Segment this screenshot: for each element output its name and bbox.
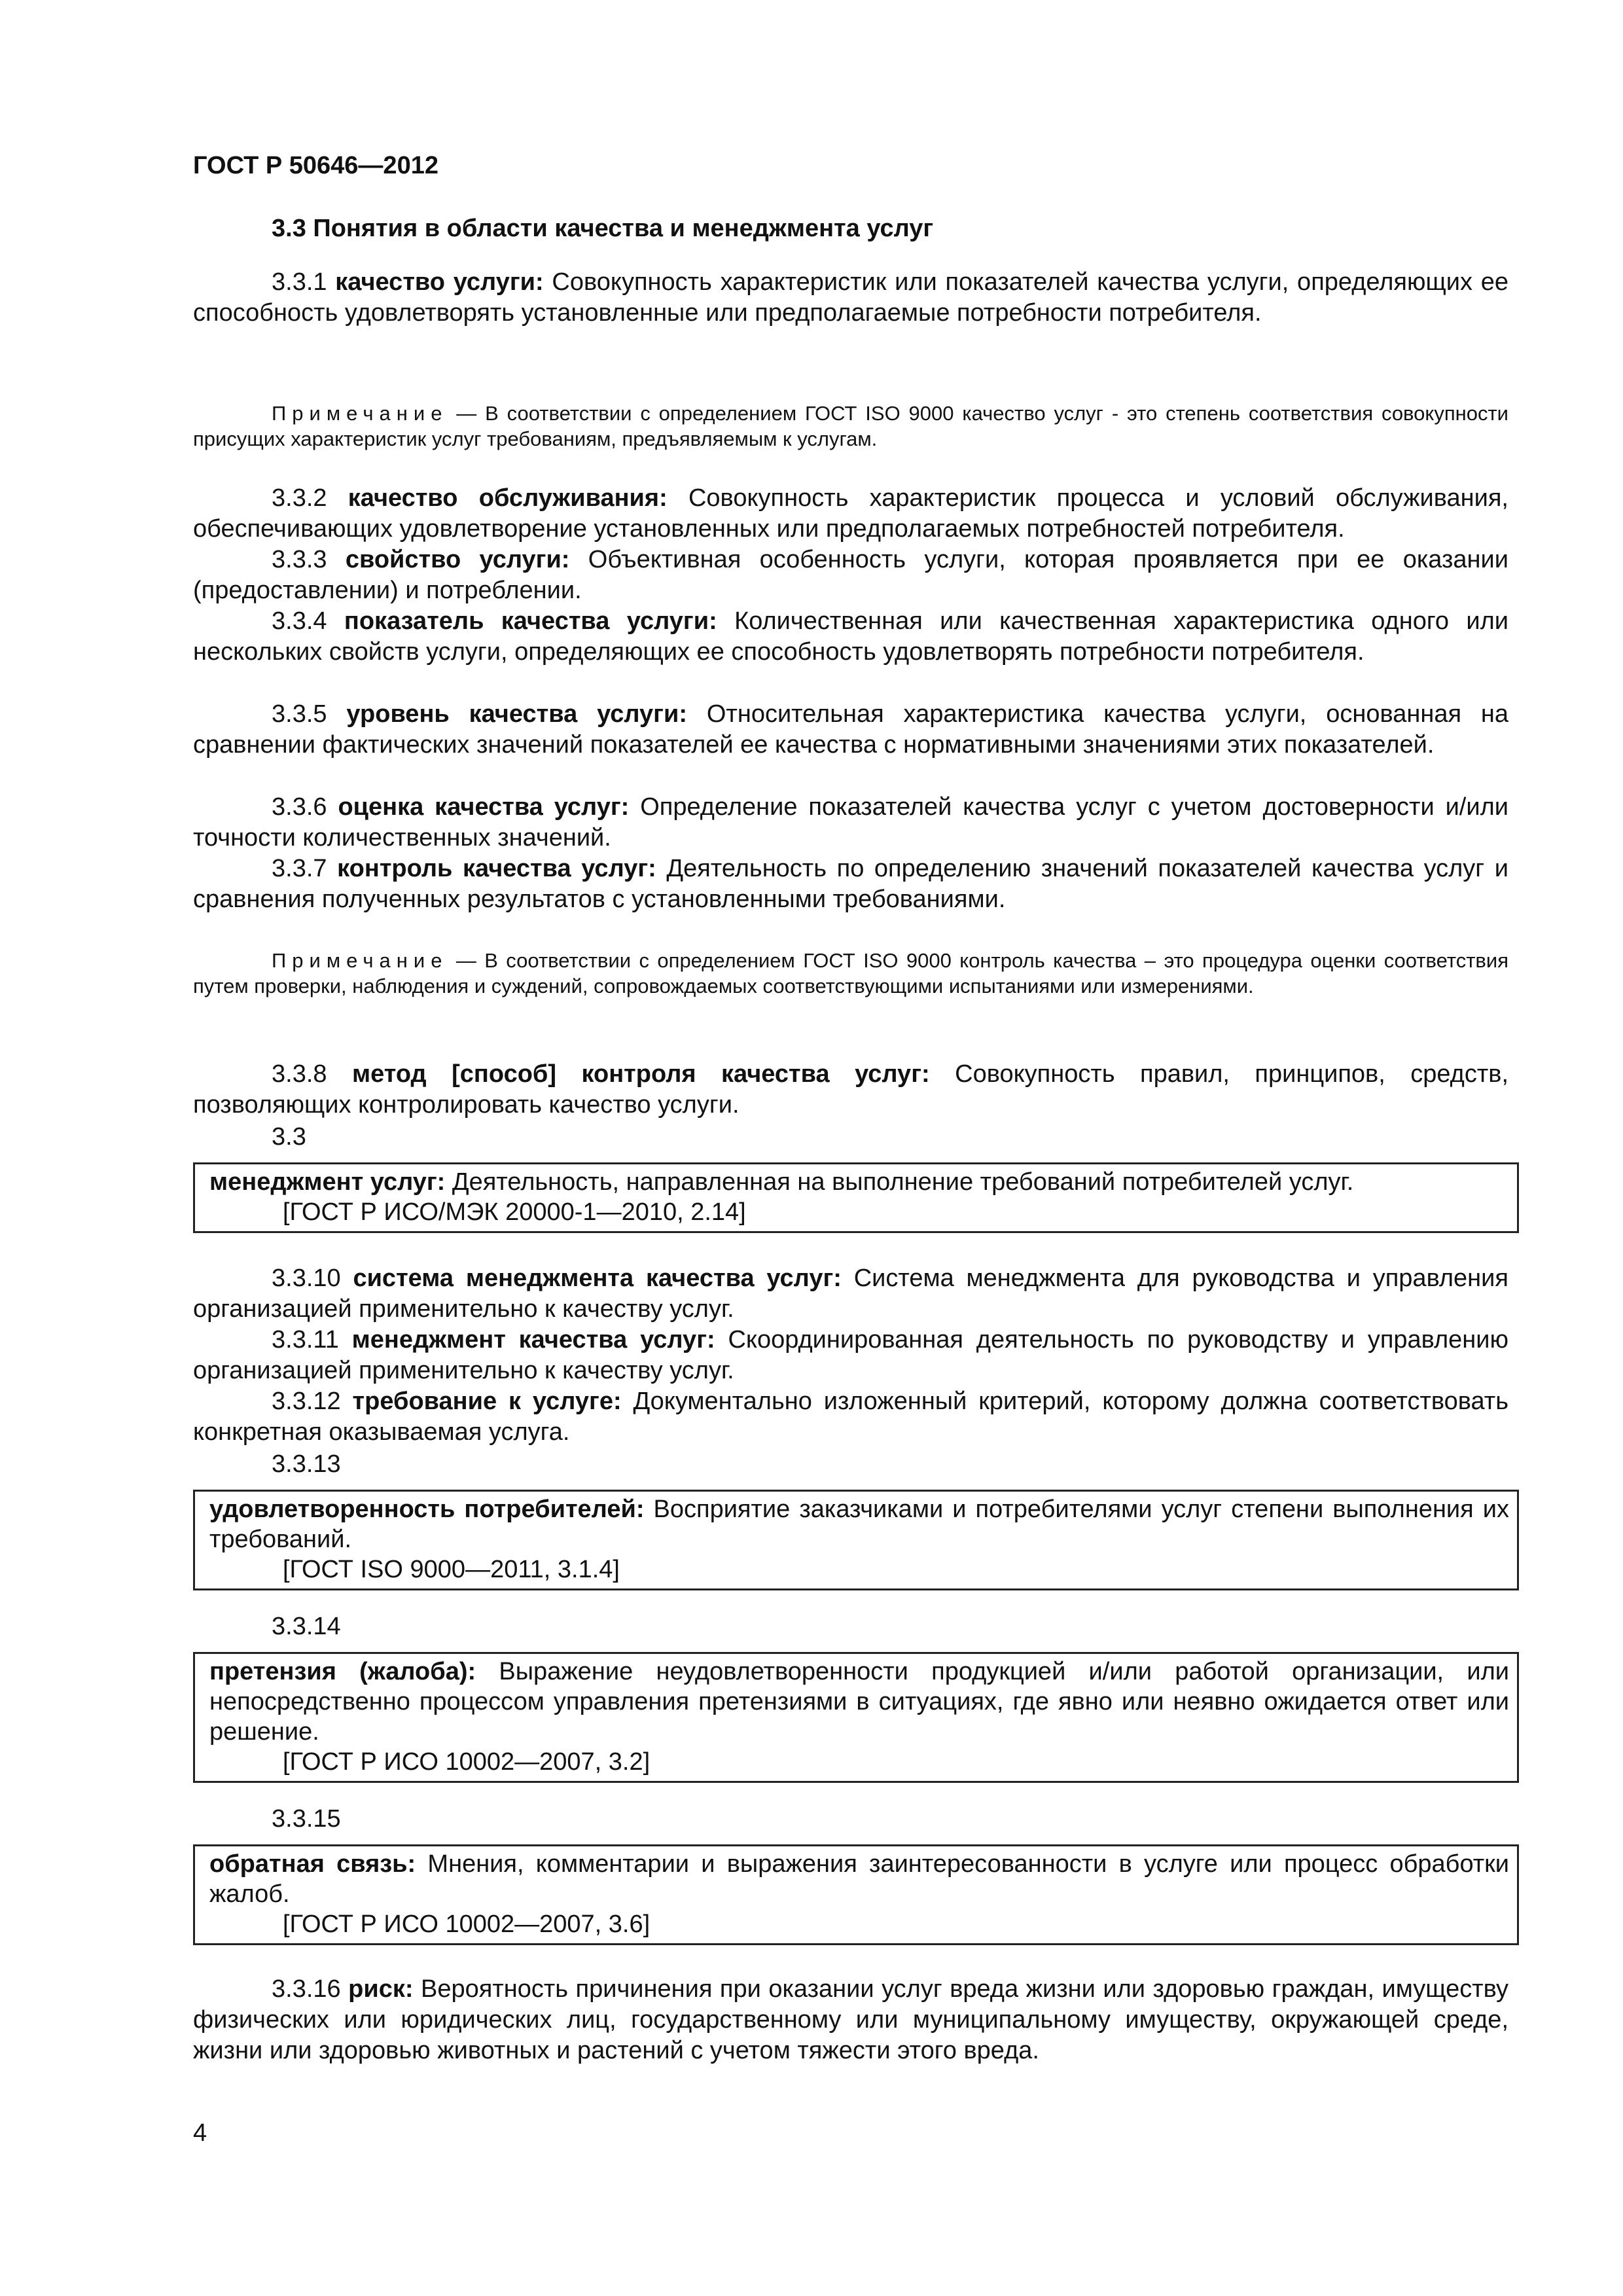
term-name: качество услуги:: [335, 268, 544, 296]
term-definition: Совокупность характеристик процесса и условий обслуживания, обеспечивающих удовлетворение установленных или предполагаемых потребностей потребителя.: [193, 484, 1508, 543]
term-name: свойство услуги:: [345, 546, 570, 573]
term-number: 3.3.16: [272, 1975, 341, 2003]
term-name: требование к услуге:: [352, 1388, 622, 1415]
term-3-3-1: [193, 267, 1508, 329]
term-number-standalone: 3.3.14: [272, 1613, 341, 1640]
term-definition: Определение показателей качества услуг с учетом достоверности и/или точности количественных значений.: [193, 793, 1508, 852]
note-2: [193, 948, 1508, 999]
quoted-definition-box: [193, 1652, 1519, 1783]
quoted-definition-box: [193, 1844, 1519, 1945]
page-number: 4: [193, 2119, 207, 2147]
note-1: [193, 401, 1508, 452]
term-number: 3.3.1: [272, 268, 327, 296]
term-name: оценка качества услуг:: [338, 793, 630, 821]
term-3-3-12: [193, 1386, 1508, 1448]
term-number-standalone: 3.3: [272, 1123, 306, 1151]
term-name: риск:: [348, 1975, 414, 2003]
term-3-3-3: [193, 545, 1508, 606]
term-number-standalone: 3.3.13: [272, 1450, 341, 1478]
term-definition: Документально изложенный критерий, которому должна соответствовать конкретная оказываемая услуга.: [193, 1388, 1509, 1446]
term-number: 3.3.6: [272, 793, 327, 821]
term-name: удовлетворенность потребителей:: [209, 1496, 645, 1523]
term-number: 3.3.12: [272, 1388, 341, 1415]
note-text: — В соответствии с определением ГОСТ ISO 9000 контроль качества – это процедура оценки соответствия путем проверки, наблюдения и суждений, сопровождаемых соответствующими испытаниями или измерениями.: [193, 949, 1508, 997]
source-reference: [ГОСТ Р ИСО 10002—2007, 3.2]: [283, 1748, 651, 1776]
source-reference: [ГОСТ Р ИСО/МЭК 20000-1—2010, 2.14]: [283, 1198, 746, 1226]
term-definition: Восприятие заказчиками и потребителями услуг степени выполнения их требований.: [209, 1496, 1509, 1553]
quoted-definition-box: [193, 1490, 1519, 1590]
term-name: контроль качества услуг:: [337, 855, 656, 882]
term-number: 3.3.4: [272, 607, 327, 635]
term-number: 3.3.3: [272, 546, 327, 573]
term-3-3-7: [193, 853, 1508, 915]
term-3-3-2: [193, 483, 1508, 545]
term-definition: Выражение неудовлетворенности продукцией и/или работой организации, или непосредственно процессом управления претензиями в ситуациях, где явно или неявно ожидается ответ или решение.: [209, 1658, 1509, 1746]
term-number: 3.3.10: [272, 1265, 341, 1292]
term-3-3-5: [193, 699, 1508, 761]
term-3-3-16: [193, 1974, 1508, 2066]
term-definition: Деятельность, направленная на выполнение требований потребителей услуг.: [445, 1168, 1354, 1196]
term-definition: Количественная или качественная характеристика одного или нескольких свойств услуги, определяющих ее способность удовлетворять потребности потребителя.: [193, 607, 1508, 666]
term-definition: Совокупность правил, принципов, средств, позволяющих контролировать качество услуги.: [193, 1060, 1509, 1119]
term-name: менеджмент качества услуг:: [351, 1326, 715, 1354]
document-code-header: ГОСТ Р 50646—2012: [193, 152, 438, 179]
term-name: обратная связь:: [209, 1850, 416, 1878]
term-number: 3.3.5: [272, 700, 327, 728]
box-definition: [209, 1849, 1509, 1909]
term-number: 3.3.11: [272, 1326, 339, 1354]
term-name: показатель качества услуги:: [344, 607, 717, 635]
term-definition: Скоординированная деятельность по руководству и управлению организацией применительно к качеству услуг.: [193, 1326, 1509, 1384]
quoted-definition-box: [193, 1162, 1519, 1233]
note-text: — В соответствии с определением ГОСТ ISO 9000 качество услуг - это степень соответствия совокупности присущих характеристик услуг требованиям, предъявляемым к услугам.: [193, 402, 1508, 450]
term-definition: Деятельность по определению значений показателей качества услуг и сравнения полученных результатов с установленными требованиями.: [193, 855, 1508, 913]
term-number: 3.3.8: [272, 1060, 327, 1088]
term-number: 3.3.7: [272, 855, 327, 882]
source-reference: [ГОСТ Р ИСО 10002—2007, 3.6]: [283, 1910, 651, 1938]
term-definition: Относительная характеристика качества услуги, основанная на сравнении фактических значений показателей ее качества с нормативными значениями этих показателей.: [193, 700, 1508, 759]
term-name: претензия (жалоба):: [209, 1658, 476, 1685]
term-name: метод [способ] контроля качества услуг:: [351, 1060, 930, 1088]
source-reference: [ГОСТ ISO 9000—2011, 3.1.4]: [283, 1556, 620, 1583]
term-3-3-10: [193, 1263, 1508, 1325]
box-definition: [209, 1494, 1509, 1554]
term-name: качество обслуживания:: [348, 484, 668, 512]
term-name: система менеджмента качества услуг:: [353, 1265, 842, 1292]
term-definition: Совокупность характеристик или показателей качества услуги, определяющих ее способность удовлетворять установленные или предполагаемые потребности потребителя.: [193, 268, 1508, 327]
term-definition: Вероятность причинения при оказании услуг вреда жизни или здоровью граждан, имуществу физических или юридических лиц, государственному или муниципальному имуществу, окружающей среде, жизни или здоровью животных и растений с учетом тяжести этого вреда.: [193, 1975, 1508, 2064]
term-3-3-11: [193, 1325, 1508, 1386]
term-name: менеджмент услуг:: [209, 1168, 446, 1196]
note-label: Примечание: [272, 949, 448, 972]
term-3-3-4: [193, 606, 1508, 668]
term-definition: Объективная особенность услуги, которая проявляется при ее оказании (предоставлении) и потреблении.: [193, 546, 1509, 604]
note-label: Примечание: [272, 402, 448, 425]
term-number: 3.3.2: [272, 484, 327, 512]
section-title: 3.3 Понятия в области качества и менеджмента услуг: [272, 215, 934, 242]
term-number-standalone: 3.3.15: [272, 1805, 341, 1833]
term-definition: Мнения, комментарии и выражения заинтересованности в услуге или процесс обработки жалоб.: [209, 1850, 1509, 1908]
box-definition: [209, 1167, 1509, 1197]
term-definition: Система менеджмента для руководства и управления организацией применительно к качеству услуг.: [193, 1265, 1508, 1323]
term-name: уровень качества услуги:: [346, 700, 688, 728]
term-3-3-8: [193, 1059, 1508, 1121]
box-definition: [209, 1657, 1509, 1747]
term-3-3-6: [193, 792, 1508, 853]
